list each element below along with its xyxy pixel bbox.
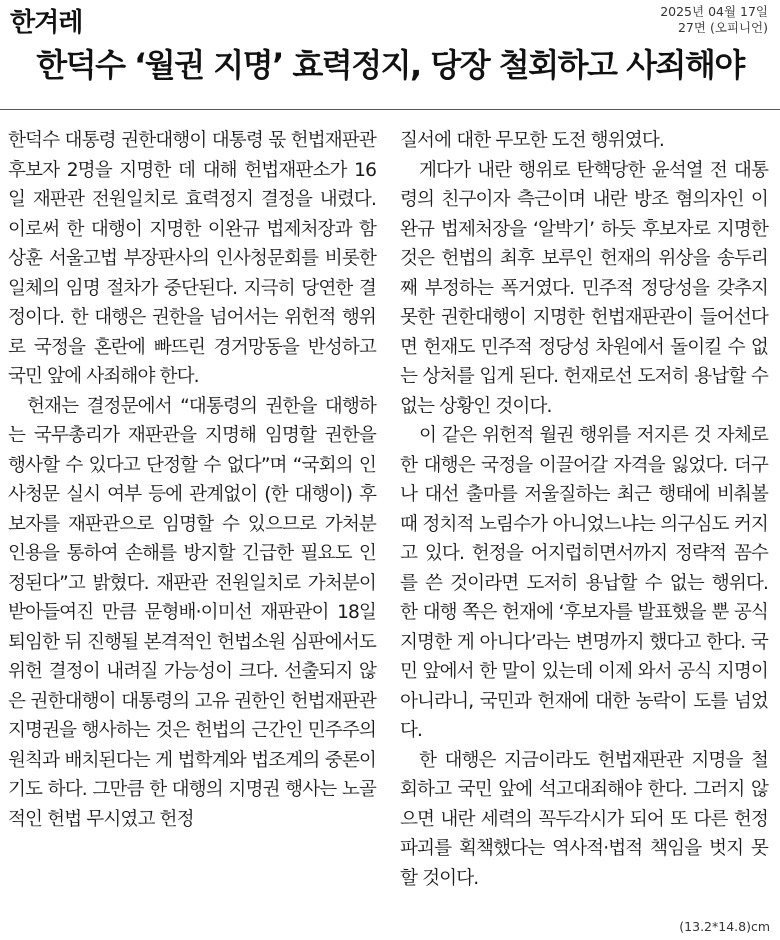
paragraph: 한 대행은 지금이라도 헌법재판관 지명을 철회하고 국민 앞에 석고대죄해야 한다. 그러지 않으면 내란 세력의 꼭두각시가 되어 또 다른 헌정 파괴를 획책했다는 역사적·법적 책임을 벗지 못할 것이다. xyxy=(400,749,768,889)
paragraph: 게다가 내란 행위로 탄핵당한 윤석열 전 대통령의 친구이자 측근이며 내란 방조 혐의자인 이완규 법제처장을 ‘알박기’ 하듯 후보자로 지명한 것은 헌법의 최후 보루인 헌재의 위상을 송두리째 부정하는 폭거였다. 민주적 정당성을 갖추지 못한 권한대행이 지명한 헌법재판관이 들어선다면 헌재도 민주적 정당성 차원에서 돌이킬 수 없는 상처를 입게 된다. 헌재로선 도저히 용납할 수 없는 상황인 것이다. xyxy=(400,159,768,417)
headline-divider xyxy=(0,109,780,110)
dateline xyxy=(660,4,768,36)
paragraph: 질서에 대한 무모한 도전 행위였다. xyxy=(400,130,664,151)
paragraph: 한덕수 대통령 권한대행이 대통령 몫 헌법재판관 후보자 2명을 지명한 데 대해 헌법재판소가 16일 재판관 전원일치로 효력정지 결정을 내렸다. 이로써 한 대행이 지명한 이완규 법제처장과 함상훈 서울고법 부장판사의 인사청문회를 비롯한 일체의 임명 절차가 중단된다. 지극히 당연한 결정이다. 한 대행은 권한을 넘어서는 위헌적 행위로 국정을 혼란에 빠뜨린 경거망동을 반성하고 국민 앞에 사죄해야 한다. xyxy=(8,130,376,387)
article-headline: 한덕수 ‘월권 지명’ 효력정지, 당장 철회하고 사죄해야 xyxy=(36,46,744,84)
newspaper-logo: 한겨레 xyxy=(10,8,83,38)
article-column-left xyxy=(8,126,376,834)
page-section: 27면 (오피니언) xyxy=(677,20,768,35)
article-size-note: (13.2*14.8)cm xyxy=(679,919,770,934)
paragraph: 이 같은 위헌적 월권 행위를 저지른 것 자체로 한 대행은 국정을 이끌어갈 자격을 잃었다. 더구나 대선 출마를 저울질하는 최근 행태에 비춰볼 때 정치적 노림수가 아니었느냐는 의구심도 커지고 있다. 헌정을 어지럽히면서까지 정략적 꼼수를 쓴 것이라면 도저히 용납할 수 없는 행위다. 한 대행 쪽은 헌재에 ‘후보자를 발표했을 뿐 공식 지명한 게 아니다’라는 변명까지 했다고 한다. 국민 앞에서 한 말이 있는데 이제 와서 공식 지명이 아니라니, 국민과 헌재에 대한 농락이 도를 넘었다. xyxy=(400,425,768,741)
publication-date: 2025년 04월 17일 xyxy=(660,4,768,19)
article-column-right xyxy=(400,126,768,893)
paragraph: 헌재는 결정문에서 “대통령의 권한을 대행하는 국무총리가 재판관을 지명해 임명할 권한을 행사할 수 있다고 단정할 수 없다”며 “국회의 인사청문 실시 여부 등에 관계없이 (한 대행이) 후보자를 재판관으로 임명할 수 있으므로 가처분 인용을 통하여 손해를 방지할 긴급한 필요도 인정된다”고 밝혔다. 재판관 전원일치로 가처분이 받아들여진 만큼 문형배·이미선 재판관이 18일 퇴임한 뒤 진행될 본격적인 헌법소원 심판에서도 위헌 결정이 내려질 가능성이 크다. 선출되지 않은 권한대행이 대통령의 고유 권한인 헌법재판관 지명권을 행사하는 것은 헌법의 근간인 민주주의 원칙과 배치된다는 게 법학계와 법조계의 중론이기도 하다. 그만큼 한 대행의 지명권 행사는 노골적인 헌법 무시였고 헌정 xyxy=(8,395,376,830)
